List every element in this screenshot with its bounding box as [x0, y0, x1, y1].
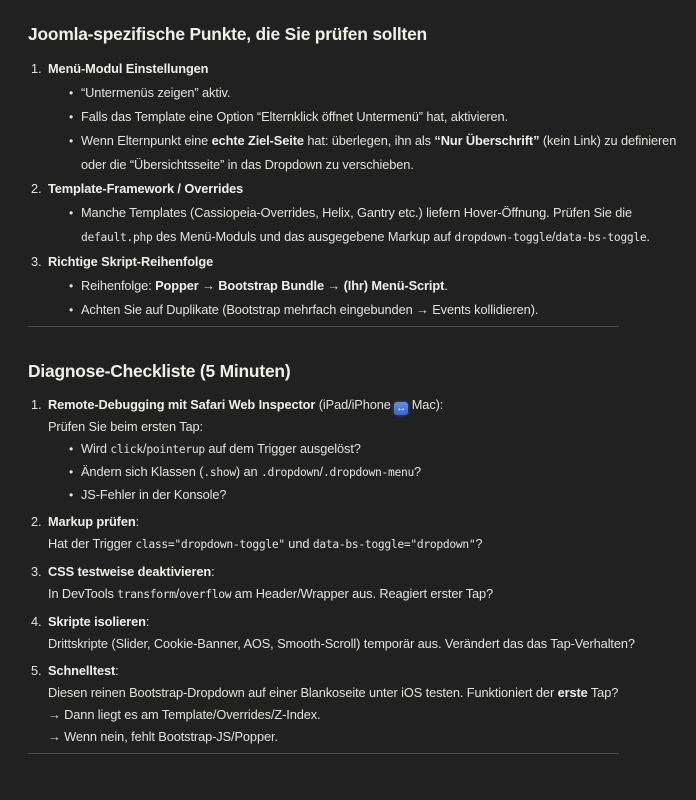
item-body [48, 561, 688, 606]
text-run: → [323, 278, 344, 293]
message-content [28, 23, 688, 754]
inline-code: data-bs-toggle="dropdown" [312, 538, 476, 551]
item-number: 3. [31, 564, 42, 579]
inline-code: transform [117, 588, 176, 601]
divider [28, 326, 619, 327]
bold-text: Markup prüfen [48, 514, 136, 529]
bold-text: (Ihr) Menü-Script [343, 278, 445, 293]
bullet-list [48, 438, 688, 506]
text-run: am Header/Wrapper aus. Reagiert erster Tap? [231, 586, 494, 601]
section-joomla-punkte [28, 23, 688, 322]
bullet-text [81, 487, 226, 502]
item-number: 1. [31, 397, 42, 412]
list-item [28, 561, 688, 606]
inline-code: default.php [81, 231, 153, 244]
inline-code: class="dropdown-toggle" [135, 538, 285, 551]
bold-text: Popper [155, 278, 199, 293]
text-run: Tap? [587, 685, 619, 700]
bullet-text [81, 441, 361, 456]
text-run: Diesen reinen Bootstrap-Dropdown auf einer Blankoseite unter iOS testen. Funktioniert der [48, 685, 558, 700]
text-run: Manche Templates (Cassiopeia-Overrides, Helix, Gantry etc.) liefern Hover-Öffnung. Prüfen Sie die [81, 205, 633, 220]
inline-code: pointerup [146, 443, 205, 456]
bullet-icon: • [69, 303, 74, 317]
inline-code: data-bs-toggle [555, 231, 647, 244]
text-run: . [646, 229, 650, 244]
text-line [48, 660, 688, 682]
text-run: / [142, 441, 147, 456]
text-run: Hat der Trigger [48, 536, 136, 551]
item-number: 2. [31, 514, 42, 529]
list-item [28, 611, 688, 655]
bullet-text [81, 464, 421, 479]
text-line [48, 416, 688, 438]
text-run: Wird [81, 441, 111, 456]
bullet-item [68, 484, 688, 506]
bold-text: CSS testweise deaktivieren [48, 564, 212, 579]
bullet-text [81, 302, 538, 317]
text-run: ? [475, 536, 483, 551]
text-run: Reihenfolge: [81, 278, 156, 293]
text-run: auf dem Trigger ausgelöst? [204, 441, 361, 456]
text-line [48, 177, 688, 201]
text-line [48, 394, 688, 416]
bullet-icon: • [69, 488, 74, 502]
text-run: JS-Fehler in der Konsole? [81, 487, 227, 502]
bullet-icon: • [69, 279, 74, 293]
inline-code: .dropdown-menu [323, 466, 415, 479]
bold-text: echte Ziel-Seite [211, 133, 304, 148]
divider [28, 753, 619, 754]
bullet-item [68, 105, 688, 129]
text-line [48, 611, 688, 633]
text-run: : [115, 663, 119, 678]
text-run: : [211, 564, 215, 579]
bold-text: Remote-Debugging mit Safari Web Inspector [48, 397, 316, 412]
bullet-icon: • [69, 465, 74, 479]
text-run: ) an [235, 464, 262, 479]
bullet-list [48, 81, 688, 177]
list-item [28, 177, 688, 250]
list-item [28, 394, 688, 506]
text-run: und [284, 536, 313, 551]
bullet-item [68, 298, 688, 322]
text-line [48, 533, 688, 556]
bullet-item [68, 274, 688, 298]
item-body [48, 394, 688, 506]
inline-code: overflow [179, 588, 232, 601]
bullet-item [68, 81, 688, 105]
item-number: 4. [31, 614, 42, 629]
text-line [48, 511, 688, 533]
text-run: Ändern sich Klassen ( [81, 464, 204, 479]
list-item [28, 57, 688, 177]
text-line [48, 57, 688, 81]
text-line [48, 250, 688, 274]
item-body [48, 511, 688, 556]
text-run: / [551, 229, 556, 244]
bullet-icon: • [69, 442, 74, 456]
text-line [48, 633, 688, 655]
bullet-icon: • [69, 134, 74, 148]
bold-text: Richtige Skript-Reihenfolge [48, 254, 214, 269]
bold-text: Bootstrap Bundle [218, 278, 324, 293]
bullet-item [68, 201, 688, 250]
text-run: hat: überlegen, ihn als [303, 133, 435, 148]
text-run: → Wenn nein, fehlt Bootstrap-JS/Popper. [48, 729, 278, 744]
left-right-arrow-emoji: ↔ [396, 403, 407, 414]
text-line [48, 704, 688, 726]
bullet-text [81, 278, 448, 293]
bullet-list [48, 201, 688, 250]
bullet-text [81, 85, 230, 100]
text-run: . [444, 278, 448, 293]
item-number: 2. [31, 181, 42, 196]
text-run: / [175, 586, 180, 601]
text-run: Mac): [408, 397, 444, 412]
item-body [48, 57, 688, 177]
text-run: Wenn Elternpunkt eine [81, 133, 212, 148]
bullet-item [68, 129, 688, 177]
text-line [48, 561, 688, 583]
text-run: Prüfen Sie beim ersten Tap: [48, 419, 203, 434]
text-run: : [145, 614, 150, 629]
bullet-icon: • [69, 86, 74, 100]
section-heading: Diagnose-Checkliste (5 Minuten) [28, 361, 291, 381]
bullet-icon: • [69, 110, 74, 124]
bold-text: “Nur Überschrift” [434, 133, 540, 148]
bullet-text [81, 109, 508, 124]
numbered-list [28, 394, 688, 748]
text-line [48, 583, 688, 606]
text-run: Falls das Template eine Option “Elternklick öffnet Untermenü” hat, aktivieren. [81, 109, 509, 124]
text-run: → [198, 278, 219, 293]
list-item [28, 511, 688, 556]
bullet-item [68, 461, 688, 484]
text-line [48, 726, 688, 748]
text-run: In DevTools [48, 586, 118, 601]
text-run: Drittskripte (Slider, Cookie-Banner, AOS, Smooth-Scroll) temporär aus. Verändert das das Tap-Verhalten? [48, 636, 635, 651]
list-item [28, 660, 688, 748]
bullet-icon: • [69, 206, 74, 220]
bold-text: erste [557, 685, 588, 700]
item-number: 5. [31, 663, 42, 678]
text-run: des Menü-Moduls und das ausgegebene Markup auf [152, 229, 455, 244]
bold-text: Skripte isolieren [48, 614, 146, 629]
text-run: ? [414, 464, 422, 479]
section-heading: Joomla-spezifische Punkte, die Sie prüfen sollten [28, 24, 427, 44]
bullet-text [81, 133, 676, 172]
bullet-text [81, 205, 650, 244]
item-body [48, 250, 688, 322]
text-run: Achten Sie auf Duplikate (Bootstrap mehrfach eingebunden → Events kollidieren). [81, 302, 539, 317]
text-run: (kein Link) zu definieren oder die “Übersichtsseite” in das Dropdown zu verschieben. [81, 133, 677, 172]
item-number: 3. [31, 254, 42, 269]
inline-code: .show [203, 466, 236, 479]
bullet-list [48, 274, 688, 322]
inline-code: dropdown-toggle [454, 231, 552, 244]
numbered-list [28, 57, 688, 322]
item-number: 1. [31, 61, 42, 76]
text-run: (iPad/iPhone [315, 397, 395, 412]
bold-text: Schnelltest [48, 663, 116, 678]
item-body [48, 660, 688, 748]
text-run: “Untermenüs zeigen” aktiv. [81, 85, 231, 100]
text-line [48, 682, 688, 704]
bold-text: Template-Framework / Overrides [48, 181, 244, 196]
section-diagnose-checkliste [28, 360, 688, 748]
inline-code: click [110, 443, 143, 456]
item-body [48, 611, 688, 655]
item-body [48, 177, 688, 250]
text-run: / [319, 464, 323, 479]
list-item [28, 250, 688, 322]
inline-code: .dropdown [261, 466, 320, 479]
text-run: : [135, 514, 140, 529]
bullet-item [68, 438, 688, 461]
text-run: → Dann liegt es am Template/Overrides/Z-Index. [48, 707, 321, 722]
bold-text: Menü-Modul Einstellungen [48, 61, 209, 76]
